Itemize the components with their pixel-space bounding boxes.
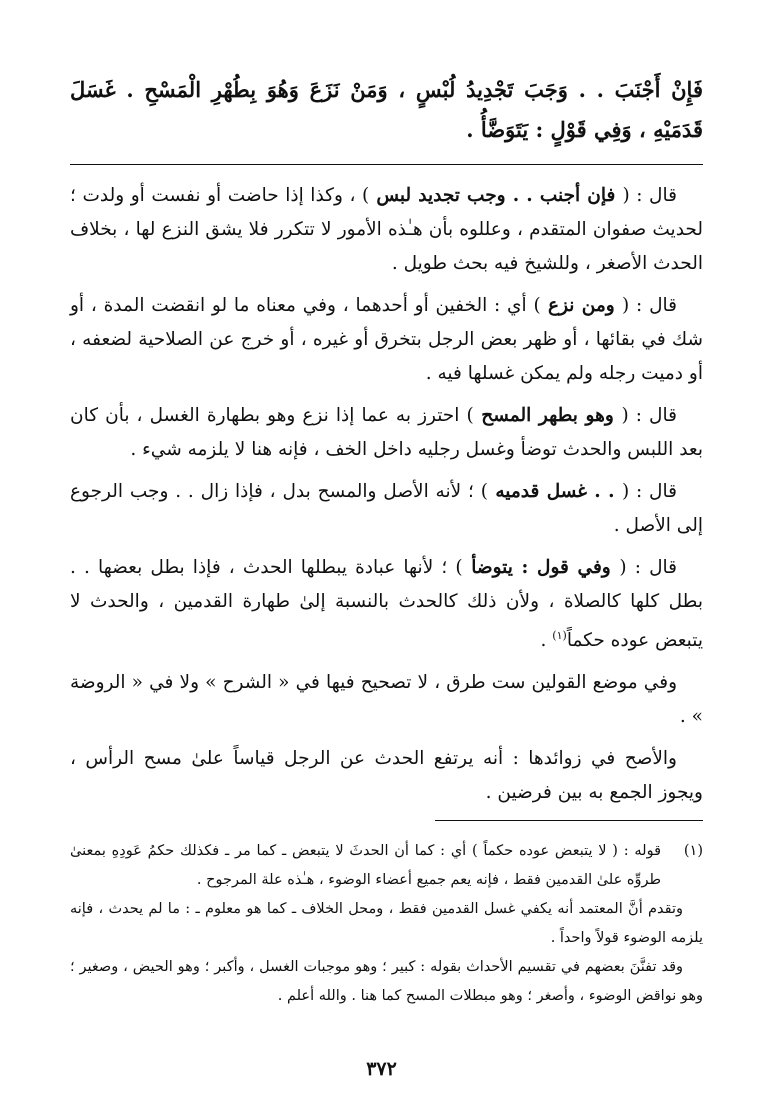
commentary-paragraph: قال : ( وفي قول : يتوضأ ) ؛ لأنها عبادة يبطلها الحدث ، فإذا بطل بعضها . . بطل كلها كالصلاة ، ولأن ذلك كالحدث بالنسبة إلىٰ طهارة القدمين ، والحدث لا يتبعض عوده حكماً$^{(١)}$ . xyxy=(70,557,703,652)
quoted-matn: وفي قول : يتوضأ xyxy=(462,557,620,578)
commentary-paragraph: وفي موضع القولين ست طرق ، لا تصحيح فيها في « الشرح » ولا في « الروضة » . xyxy=(70,672,703,728)
quoted-matn: وهو بطهر المسح xyxy=(473,405,622,426)
footnote-paragraph: وقد تفنَّنَ بعضهم في تقسيم الأحداث بقوله : كبير ؛ وهو موجبات الغسل ، وأكبر ؛ وهو الحيض ، وصغير ؛ وهو نواقض الوضوء ، وأصغر ؛ وهو مبطلات المسح كما هنا . والله أعلم . xyxy=(70,959,703,1005)
commentary-paragraph: قال : ( . . غسل قدميه ) ؛ لأنه الأصل والمسح بدل ، فإذا زال . . وجب الرجوع إلى الأصل . xyxy=(70,481,703,536)
footnote-number: (١) xyxy=(683,843,703,860)
commentary-paragraph: قال : ( فإن أجنب . . وجب تجديد لبس ) ، وكذا إذا حاضت أو نفست أو ولدت ؛ لحديث صفوان المتقدم ، وعللوه بأن هـٰذه الأمور لا تتكرر فلا يشق النزع لها ، بخلاف الحدث الأصغر ، وللشيخ فيه بحث طويل . xyxy=(70,185,703,274)
commentary-paragraph: قال : ( ومن نزع ) أي : الخفين أو أحدهما ، وفي معناه ما لو انقضت المدة ، أو شك في بقائها ، أو ظهر بعض الرجل بتخرق أو غيره ، أو خرج عن الصلاحية لضعفه ، أو دميت رجله ولم يمكن غسلها فيه . xyxy=(70,295,703,384)
commentary-paragraph: والأصح في زوائدها : أنه يرتفع الحدث عن الرجل قياساً علىٰ مسح الرأس ، ويجوز الجمع به بين فرضين . xyxy=(70,748,703,804)
quoted-matn: فإن أجنب . . وجب تجديد لبس xyxy=(369,185,623,206)
footnote-paragraph: وتقدم أنَّ المعتمد أنه يكفي غسل القدمين فقط ، ومحل الخلاف ـ كما هو معلوم ـ : ما لم يحدث ، فإنه يلزمه الوضوء قولاً واحداً . xyxy=(70,901,703,947)
footnote-reference[interactable]: (١) xyxy=(552,629,567,642)
footnote xyxy=(70,837,703,1011)
quoted-matn: ومن نزع xyxy=(540,295,623,316)
commentary xyxy=(70,179,703,810)
page-number: ٣٧٢ xyxy=(366,1058,397,1080)
matn-divider xyxy=(70,164,703,165)
commentary-paragraph: قال : ( وهو بطهر المسح ) احترز به عما إذا نزع وهو بطهارة الغسل ، بأن كان بعد اللبس والحدث توضأ وغسل رجليه داخل الخف ، فإنه هنا لا يلزمه شيء . xyxy=(70,405,703,460)
footnote-divider xyxy=(435,820,703,821)
footnote-paragraph: (١) قوله : ( لا يتبعض عوده حكماً ) أي : كما أن الحدثَ لا يتبعض ـ كما مر ـ فكذلك حكمُ عَودِهِ بمعنىٰ طروِّه علىٰ القدمين فقط ، فإنه يعم جميع أعضاء الوضوء ، هـٰذه علة المرجوح . xyxy=(70,837,703,895)
quoted-matn: . . غسل قدميه xyxy=(487,481,622,502)
matn-text: فَإِنْ أَجْنَبَ . . وَجَبَ تَجْدِيدُ لُبْسٍ ، وَمَنْ نَزَعَ وَهُوَ بِطُهْرِ الْمَسْحِ . غَسَلَ قَدَمَيْهِ ، وَفِي قَوْلٍ : يَتَوَضَّأُ . xyxy=(70,77,703,142)
book-page xyxy=(70,66,703,1011)
